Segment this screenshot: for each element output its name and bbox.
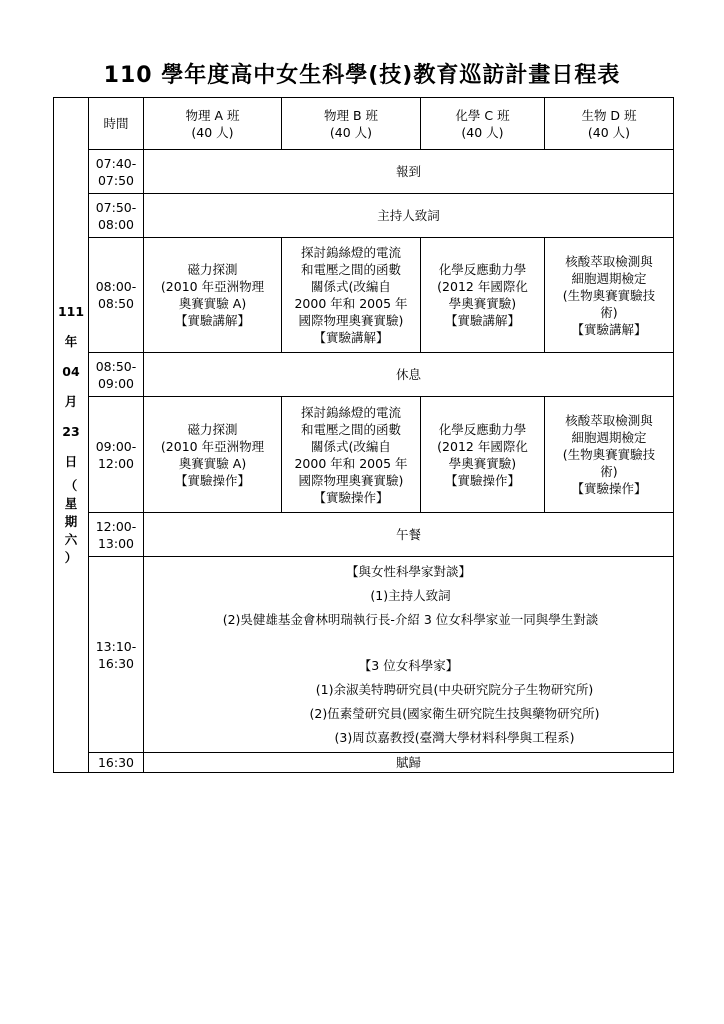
date-month: 04 bbox=[62, 364, 80, 379]
dialogue-heading: 【與女性科學家對談】 bbox=[345, 563, 471, 579]
class-count: (40 人) bbox=[587, 124, 631, 140]
class-count: (40 人) bbox=[329, 124, 373, 140]
header-class-b bbox=[282, 98, 421, 150]
row-dialogue bbox=[54, 557, 674, 753]
lecture-cell-a: 磁力探測 (2010 年亞洲物理 奧賽實驗 A) 【實驗講解】 bbox=[144, 238, 282, 353]
row-lunch bbox=[54, 513, 674, 557]
scientist-item-2: (2)伍素瑩研究員(國家衛生研究院生技與藥物研究所) bbox=[309, 705, 600, 721]
lunch-label: 午餐 bbox=[144, 513, 674, 557]
row-return bbox=[54, 753, 674, 773]
time-cell: 07:50- 08:00 bbox=[89, 194, 144, 238]
scientist-item-1: (1)余淑美特聘研究員(中央研究院分子生物研究所) bbox=[315, 681, 594, 697]
date-paren-open: （ bbox=[64, 478, 78, 493]
date-month-char: 月 bbox=[64, 394, 78, 409]
lecture-cell-c: 化學反應動力學 (2012 年國際化 學奧賽實驗) 【實驗講解】 bbox=[421, 238, 545, 353]
time-cell: 13:10- 16:30 bbox=[89, 557, 144, 753]
date-day: 23 bbox=[62, 424, 80, 439]
date-weekday-3: 六 bbox=[64, 532, 78, 547]
header-class-a bbox=[144, 98, 282, 150]
class-name: 化學 C 班 bbox=[455, 107, 510, 123]
header-class-d bbox=[545, 98, 674, 150]
return-label: 賦歸 bbox=[144, 753, 674, 773]
practice-cell-c: 化學反應動力學 (2012 年國際化 學奧賽實驗) 【實驗操作】 bbox=[421, 397, 545, 513]
date-year: 111 bbox=[57, 304, 85, 319]
checkin-label: 報到 bbox=[144, 150, 674, 194]
date-weekday-2: 期 bbox=[64, 514, 78, 529]
date-cell bbox=[54, 98, 89, 773]
header-time: 時間 bbox=[89, 98, 144, 150]
class-count: (40 人) bbox=[191, 124, 234, 140]
date-paren-close: ） bbox=[64, 550, 78, 565]
date-year-char: 年 bbox=[64, 334, 78, 349]
opening-label: 主持人致詞 bbox=[144, 194, 674, 238]
row-opening bbox=[54, 194, 674, 238]
header-row bbox=[54, 98, 674, 150]
date-day-char: 日 bbox=[64, 454, 78, 469]
scientists-heading: 【3 位女科學家】 bbox=[358, 657, 459, 673]
time-cell: 12:00- 13:00 bbox=[89, 513, 144, 557]
class-name: 生物 D 班 bbox=[581, 107, 637, 123]
time-cell: 16:30 bbox=[89, 753, 144, 773]
dialogue-item-2: (2)吳健雄基金會林明瑞執行長-介紹 3 位女科學家並一同與學生對談 bbox=[222, 611, 599, 627]
scientist-item-3: (3)周苡嘉教授(臺灣大學材料科學與工程系) bbox=[334, 729, 575, 745]
time-cell: 07:40- 07:50 bbox=[89, 150, 144, 194]
practice-cell-b: 探討鎢絲燈的電流 和電壓之間的函數 關係式(改編自 2000 年和 2005 年 國際物理奧賽實驗) 【實驗操作】 bbox=[282, 397, 421, 513]
break-label: 休息 bbox=[144, 353, 674, 397]
time-cell: 08:00- 08:50 bbox=[89, 238, 144, 353]
row-practice bbox=[54, 397, 674, 513]
class-count: (40 人) bbox=[461, 124, 504, 140]
date-weekday-1: 星 bbox=[64, 496, 78, 511]
row-checkin bbox=[54, 150, 674, 194]
practice-cell-a: 磁力探測 (2010 年亞洲物理 奧賽實驗 A) 【實驗操作】 bbox=[144, 397, 282, 513]
schedule-table bbox=[53, 97, 674, 773]
page-title: 110 學年度高中女生科學(技)教育巡訪計畫日程表 bbox=[103, 63, 621, 88]
header-class-c bbox=[421, 98, 545, 150]
time-cell: 09:00- 12:00 bbox=[89, 397, 144, 513]
lecture-cell-b: 探討鎢絲燈的電流 和電壓之間的函數 關係式(改編自 2000 年和 2005 年 國際物理奧賽實驗) 【實驗講解】 bbox=[282, 238, 421, 353]
class-name: 物理 A 班 bbox=[185, 107, 240, 123]
practice-cell-d: 核酸萃取檢測與 細胞週期檢定 (生物奧賽實驗技 術) 【實驗操作】 bbox=[545, 397, 674, 513]
lecture-cell-d: 核酸萃取檢測與 細胞週期檢定 (生物奧賽實驗技 術) 【實驗講解】 bbox=[545, 238, 674, 353]
row-lecture bbox=[54, 238, 674, 353]
time-cell: 08:50- 09:00 bbox=[89, 353, 144, 397]
class-name: 物理 B 班 bbox=[323, 107, 379, 123]
dialogue-cell bbox=[144, 557, 674, 753]
dialogue-item-1: (1)主持人致詞 bbox=[370, 587, 451, 603]
row-break bbox=[54, 353, 674, 397]
